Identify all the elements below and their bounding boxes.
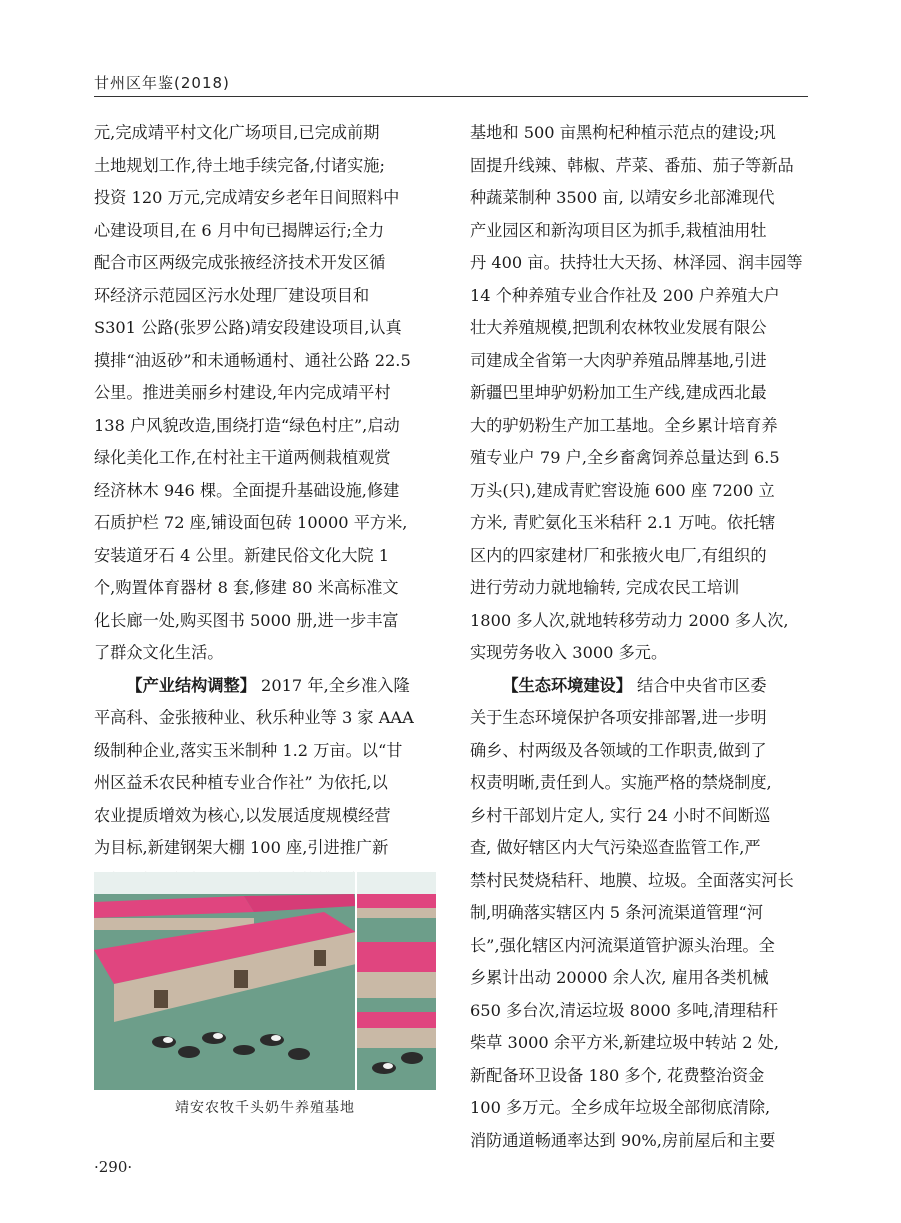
section-heading-ecology: 【生态环境建设】 [502, 675, 632, 695]
yearbook-title: 甘州区年鉴(2018) [94, 74, 230, 92]
section-first-line [94, 670, 434, 703]
text-line: 丹 400 亩。扶持壮大天扬、林泽园、润丰园等 [470, 253, 803, 272]
text-line: 摸排“油返砂”和未通畅通村、通社公路 22.5 [94, 350, 411, 370]
text-line: 化长廊一处,购买图书 5000 册,进一步丰富 [94, 610, 399, 630]
text-line: 1800 多人次,就地转移劳动力 2000 多人次, [470, 610, 789, 630]
section-heading-industry: 【产业结构调整】 [126, 675, 256, 695]
text-line: S301 公路(张罗公路)靖安段建设项目,认真 [94, 318, 402, 337]
right-column [470, 117, 810, 1157]
text-line: 元,完成靖平村文化广场项目,已完成前期 [94, 123, 380, 142]
text-line: 平高科、金张掖种业、秋乐种业等 3 家 AAA [94, 708, 414, 727]
photo-caption: 靖安农牧千头奶牛养殖基地 [175, 1100, 355, 1116]
text-line: 心建设项目,在 6 月中旬已揭牌运行;全力 [94, 220, 385, 240]
text-line: 乡村干部划片定人, 实行 24 小时不间断巡 [470, 805, 771, 825]
text-line: 柴草 3000 余平方米,新建垃圾中转站 2 处, [470, 1033, 779, 1052]
text-line: 种蔬菜制种 3500 亩, 以靖安乡北部滩现代 [470, 188, 775, 207]
text-line: 了群众文化生活。 [94, 643, 224, 662]
text-line: 产业园区和新沟项目区为抓手,栽植油用牡 [470, 220, 767, 240]
text-line: 进行劳动力就地输转, 完成农民工培训 [470, 578, 740, 597]
running-header [94, 70, 808, 97]
left-column [94, 117, 434, 897]
text-line: 关于生态环境保护各项安排部署,进一步明 [470, 708, 767, 727]
text-line: 绿化美化工作,在村社主干道两侧栽植观赏 [94, 448, 391, 467]
text-line: 确乡、村两级及各领域的工作职责,做到了 [470, 740, 767, 760]
dairy-farm-illustration [94, 872, 436, 1090]
text-line: 安装道牙石 4 公里。新建民俗文化大院 1 [94, 545, 390, 565]
section-ecology [470, 670, 810, 1158]
text-line: 环经济示范园区污水处理厂建设项目和 [94, 285, 370, 305]
text-line: 乡累计出动 20000 余人次, 雇用各类机械 [470, 968, 769, 987]
section-first-text: 2017 年,全乡准入隆 [255, 675, 410, 695]
text-line: 农业提质增效为核心,以发展适度规模经营 [94, 805, 391, 825]
text-line: 土地规划工作,待土地手续完备,付诸实施; [94, 155, 385, 175]
text-line: 固提升线辣、韩椒、芹菜、番茄、茄子等新品 [470, 155, 794, 175]
text-line: 消防通道畅通率达到 90%,房前屋后和主要 [470, 1130, 776, 1150]
section-industry-structure [94, 670, 434, 898]
text-line: 制,明确落实辖区内 5 条河流渠道管理“河 [470, 903, 764, 922]
text-line: 经济林木 946 棵。全面提升基础设施,修建 [94, 480, 400, 500]
photo-dairy-farm [94, 872, 436, 1090]
page-number: ·290· [94, 1158, 133, 1176]
text-line: 殖专业户 79 户,全乡畜禽饲养总量达到 6.5 [470, 448, 780, 467]
paragraph-industry-continued [470, 117, 810, 670]
text-line: 新疆巴里坤驴奶粉加工生产线,建成西北最 [470, 383, 767, 402]
text-line: 壮大养殖规模,把凯利农林牧业发展有限公 [470, 318, 767, 337]
text-line: 权责明晰,责任到人。实施严格的禁烧制度, [470, 773, 772, 792]
text-line: 新配备环卫设备 180 多个, 花费整治资金 [470, 1065, 765, 1085]
text-line: 14 个种养殖专业合作社及 200 户养殖大户 [470, 285, 780, 305]
text-line: 基地和 500 亩黑枸杞种植示范点的建设;巩 [470, 123, 776, 142]
text-line: 司建成全省第一大肉驴养殖品牌基地,引进 [470, 350, 767, 370]
text-line: 个,购置体育器材 8 套,修建 80 米高标准文 [94, 578, 399, 597]
text-line: 138 户风貌改造,围绕打造“绿色村庄”,启动 [94, 415, 400, 435]
section-first-line [470, 670, 810, 703]
text-line: 州区益禾农民种植专业合作社” 为依托,以 [94, 773, 388, 792]
text-line: 查, 做好辖区内大气污染巡查监管工作,严 [470, 838, 761, 857]
text-line: 公里。推进美丽乡村建设,年内完成靖平村 [94, 383, 391, 402]
text-line: 石质护栏 72 座,铺设面包砖 10000 平方米, [94, 513, 408, 532]
text-line: 为目标,新建钢架大棚 100 座,引进推广新 [94, 838, 389, 857]
text-line: 实现劳务收入 3000 多元。 [470, 643, 668, 662]
text-line: 方米, 青贮氨化玉米秸秆 2.1 万吨。依托辖 [470, 513, 776, 532]
text-line: 区内的四家建材厂和张掖火电厂,有组织的 [470, 545, 767, 565]
text-line: 禁村民焚烧秸秆、地膜、垃圾。全面落实河长 [470, 870, 794, 890]
paragraph-infrastructure [94, 117, 434, 670]
section-first-text: 结合中央省市区委 [631, 675, 767, 695]
text-line: 大的驴奶粉生产加工基地。全乡累计培育养 [470, 415, 778, 435]
text-line: 100 多万元。全乡成年垃圾全部彻底清除, [470, 1098, 771, 1117]
text-line: 级制种企业,落实玉米制种 1.2 万亩。以“甘 [94, 740, 403, 760]
text-line: 长”,强化辖区内河流渠道管护源头治理。全 [470, 935, 775, 955]
text-line: 投资 120 万元,完成靖安乡老年日间照料中 [94, 188, 400, 207]
text-line: 万头(只),建成青贮窖设施 600 座 7200 立 [470, 480, 775, 500]
text-line: 配合市区两级完成张掖经济技术开发区循 [94, 253, 386, 272]
text-line: 650 多台次,清运垃圾 8000 多吨,清理秸秆 [470, 1000, 779, 1020]
